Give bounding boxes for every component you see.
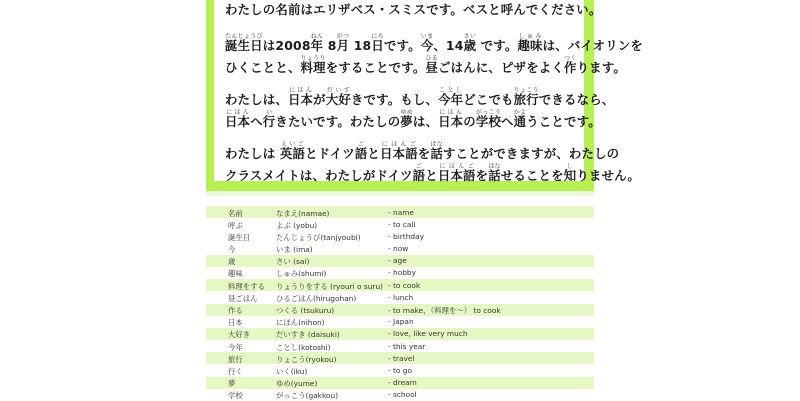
furigana-reading: ことし xyxy=(438,87,464,94)
passage-text: りません。 xyxy=(576,168,641,183)
passage-text: きです。もし、 xyxy=(350,92,439,107)
table-row xyxy=(206,255,594,267)
vocab-meaning: - to cook xyxy=(388,280,421,290)
passage-text: 18 xyxy=(349,38,372,53)
furigana-reading: にほんご xyxy=(380,141,418,148)
furigana-reading: ご xyxy=(354,141,368,148)
furigana-word: 月がつ xyxy=(336,33,350,53)
furigana-word: 学校がっこう xyxy=(475,109,502,129)
vocab-reading: よぶ (yobu) xyxy=(276,220,318,230)
passage-text: は、 xyxy=(412,114,439,129)
vocab-kanji: 料理をする xyxy=(228,281,265,291)
furigana-word: 日本にほん xyxy=(287,87,314,107)
furigana-word: 夢ゆめ xyxy=(400,109,413,129)
furigana-reading: いま xyxy=(420,33,434,40)
vocab-meaning: - now xyxy=(388,244,409,254)
furigana-reading: ねん xyxy=(310,33,324,40)
furigana-word: 今年ことし xyxy=(438,87,464,107)
vocab-kanji: 昼ごはん xyxy=(228,293,258,303)
furigana-word: 旅行りょこう xyxy=(513,87,539,107)
passage-line xyxy=(225,0,601,18)
table-row xyxy=(206,267,594,279)
vocab-reading: ことし(kotoshi) xyxy=(276,342,331,352)
passage-text: わたしは、 xyxy=(225,92,288,107)
passage-text: わたしは xyxy=(225,146,280,161)
table-row xyxy=(206,279,594,291)
furigana-reading: しゅみ xyxy=(517,33,543,40)
table-row xyxy=(206,304,594,316)
vocab-kanji: 歳 xyxy=(228,257,236,267)
furigana-word: 作つく xyxy=(563,55,577,75)
furigana-reading: にほんご xyxy=(437,163,476,170)
passage-line xyxy=(225,55,626,76)
table-row xyxy=(206,243,594,255)
passage-text: ります。 xyxy=(576,60,626,75)
passage-text: どこでも xyxy=(463,92,514,107)
vocab-meaning: - travel xyxy=(388,353,415,363)
passage-text: クラスメイトは、わたしがドイツ xyxy=(225,168,413,183)
furigana-word: 語ご xyxy=(354,141,368,161)
table-row xyxy=(206,377,594,389)
passage-line xyxy=(225,33,643,54)
furigana-reading: にち xyxy=(371,33,384,40)
furigana-reading: ひる xyxy=(425,55,439,62)
table-row xyxy=(206,206,594,218)
vocab-meaning: - love, like very much xyxy=(388,329,468,339)
furigana-reading: し xyxy=(563,163,577,170)
passage-text: とドイツ xyxy=(305,146,355,161)
vocab-kanji: 趣味 xyxy=(228,269,243,279)
vocab-kanji: 今 xyxy=(228,245,236,255)
furigana-reading: かよ xyxy=(513,109,527,116)
passage-text: へ xyxy=(501,114,514,129)
furigana-word: 日本にほん xyxy=(225,109,251,129)
vocab-kanji: 誕生日 xyxy=(228,232,251,242)
passage-text: へ xyxy=(250,114,263,129)
vocab-reading: にほん(nihon) xyxy=(276,318,325,328)
furigana-reading: がっこう xyxy=(475,109,502,116)
vocab-kanji: 日本 xyxy=(228,318,243,328)
vocab-meaning: - lunch xyxy=(388,292,414,302)
passage-text: です。 xyxy=(476,38,518,53)
furigana-word: 日本語にほんご xyxy=(437,163,476,183)
vocab-meaning: - Japan xyxy=(388,317,414,327)
passage-text: が xyxy=(313,92,326,107)
furigana-reading: にほん xyxy=(225,109,251,116)
vocab-kanji: 大好き xyxy=(228,330,251,340)
table-row xyxy=(206,230,594,242)
passage-text: ひくことと、 xyxy=(225,60,301,75)
vocab-reading: ひるごはん(hirugohan) xyxy=(276,293,357,303)
vocab-kanji: 今年 xyxy=(228,342,243,352)
passage-line xyxy=(225,163,640,184)
vocab-reading: ゆめ(yume) xyxy=(276,379,318,389)
vocab-meaning: - to call xyxy=(388,219,416,229)
vocab-meaning: - school xyxy=(388,390,417,400)
table-row xyxy=(206,316,594,328)
vocab-reading: しゅみ(shumi) xyxy=(276,269,327,279)
vocab-reading: いく(iku) xyxy=(276,366,308,376)
passage-text: は、バイオリンを xyxy=(542,38,644,53)
furigana-word: 料理りょうり xyxy=(300,55,326,75)
vocab-reading: りょうりをする (ryouri o suru) xyxy=(276,281,384,291)
furigana-word: 歳さい xyxy=(463,33,477,53)
furigana-reading: さい xyxy=(463,33,477,40)
vocab-kanji: 旅行 xyxy=(228,354,243,364)
passage-text: すことができますが、わたしの xyxy=(442,146,620,161)
passage-text: 、14 xyxy=(433,38,464,53)
passage-text: を xyxy=(417,146,431,161)
furigana-reading: たんじょうび xyxy=(225,33,263,40)
passage-line xyxy=(225,109,601,130)
table-row xyxy=(206,352,594,364)
vocab-kanji: 作る xyxy=(228,306,243,315)
passage-frame-shadow xyxy=(206,191,594,196)
vocab-reading: なまえ(namae) xyxy=(276,208,330,218)
passage-text: と xyxy=(425,168,438,183)
furigana-reading: ご xyxy=(412,163,426,170)
vocab-kanji: 学校 xyxy=(228,391,243,401)
vocab-kanji: 名前 xyxy=(228,208,243,218)
table-row xyxy=(206,340,594,352)
passage-line xyxy=(225,141,619,162)
vocab-meaning: - hobby xyxy=(388,268,416,278)
furigana-word: 行い xyxy=(262,109,276,129)
vocab-meaning: - age xyxy=(388,256,407,266)
furigana-word: 誕生日たんじょうび xyxy=(225,33,263,53)
vocab-reading: たんじょうび(tanjyoubi) xyxy=(276,232,361,242)
furigana-reading: にほん xyxy=(438,109,464,116)
furigana-word: 語ご xyxy=(412,163,426,183)
vocab-reading: だいすき (daisuki) xyxy=(276,330,340,340)
furigana-reading: はな xyxy=(488,163,501,170)
vocab-kanji: 行く xyxy=(228,366,243,376)
furigana-word: 知し xyxy=(563,163,577,183)
vocab-reading: さい (sai) xyxy=(276,257,310,267)
furigana-word: 通かよ xyxy=(513,109,527,129)
passage-text: を xyxy=(475,168,489,183)
vocab-meaning: - birthday xyxy=(388,231,424,241)
passage-text: です。 xyxy=(383,38,421,53)
furigana-reading: えいご xyxy=(279,141,306,148)
furigana-word: 話はな xyxy=(488,163,501,183)
passage-text: の xyxy=(463,114,476,129)
vocab-meaning: - dream xyxy=(388,378,417,388)
vocabulary-table xyxy=(206,206,594,401)
passage-text: をすることです。 xyxy=(325,60,426,75)
furigana-word: 日本語にほんご xyxy=(380,141,418,161)
furigana-reading: にほん xyxy=(287,87,314,94)
furigana-reading: ゆめ xyxy=(400,109,413,116)
furigana-reading: りょこう xyxy=(513,87,539,94)
furigana-word: 今いま xyxy=(420,33,434,53)
furigana-word: 日にち xyxy=(371,33,384,53)
furigana-word: 大好だいす xyxy=(325,87,351,107)
passage-text: わたしの名前はエリザベス・スミスです。ベスと呼んでください。 xyxy=(225,2,602,17)
passage-text: できるなら、 xyxy=(538,92,615,107)
furigana-reading: はな xyxy=(430,141,443,148)
vocab-reading: がっこう(gakkou) xyxy=(276,391,339,401)
furigana-word: 趣味しゅみ xyxy=(517,33,543,53)
furigana-word: 年ねん xyxy=(310,33,324,53)
furigana-reading: つく xyxy=(563,55,577,62)
passage-text: ごはんに、ピザをよく xyxy=(438,60,564,75)
vocab-kanji: 夢 xyxy=(228,379,236,389)
passage-text: うことです。 xyxy=(526,114,601,129)
vocab-kanji: 呼ぶ xyxy=(228,220,243,230)
furigana-reading: りょうり xyxy=(300,55,326,62)
furigana-word: 昼ひる xyxy=(425,55,439,75)
furigana-reading: がつ xyxy=(336,33,350,40)
vocab-meaning: - name xyxy=(388,207,414,217)
passage-text: せることを xyxy=(500,168,564,183)
vocab-reading: りょこう(ryokou) xyxy=(276,354,337,364)
vocab-reading: いま (ima) xyxy=(276,245,313,255)
table-row xyxy=(206,328,594,340)
passage-text: 8 xyxy=(323,38,337,53)
furigana-word: 話はな xyxy=(430,141,443,161)
passage-line xyxy=(225,87,614,108)
vocab-meaning: - to go xyxy=(388,365,412,375)
passage-text: と xyxy=(367,146,381,161)
furigana-word: 英語えいご xyxy=(279,141,306,161)
table-row xyxy=(206,389,594,401)
vocab-meaning: - this year xyxy=(388,341,426,351)
table-row xyxy=(206,364,594,376)
furigana-reading: だいす xyxy=(325,87,351,94)
furigana-reading: い xyxy=(262,109,276,116)
vocab-reading: つくる (tsukuru) xyxy=(276,306,335,315)
passage-text: は2008 xyxy=(262,38,311,53)
furigana-word: 日本にほん xyxy=(438,109,464,129)
table-row xyxy=(206,291,594,303)
passage-text: きたいです。わたしの xyxy=(275,114,401,129)
table-row xyxy=(206,218,594,230)
vocab-meaning: - to make，（料理を～） to cook xyxy=(388,306,501,315)
